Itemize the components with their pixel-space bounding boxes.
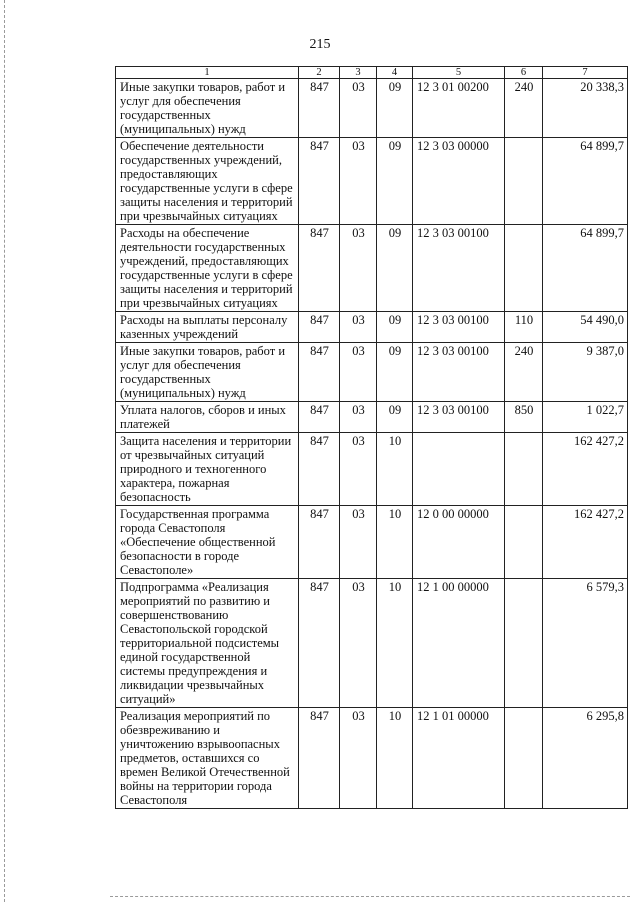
row-vr-cell: 850 bbox=[505, 402, 543, 433]
row-pr-cell: 10 bbox=[377, 433, 413, 506]
column-header: 2 bbox=[299, 67, 340, 79]
table-row bbox=[116, 138, 628, 225]
row-vr-cell bbox=[505, 708, 543, 809]
row-pr-cell: 10 bbox=[377, 708, 413, 809]
column-header: 1 bbox=[116, 67, 299, 79]
row-name-cell: Реализация мероприятий по обезвреживанию и уничтожению взрывоопасных предметов, оставшихся со времен Великой Отечественной войны на территории города Севастополя bbox=[116, 708, 299, 809]
row-name-cell: Расходы на выплаты персоналу казенных учреждений bbox=[116, 312, 299, 343]
row-ved-cell: 847 bbox=[299, 343, 340, 402]
row-sum-cell: 64 899,7 bbox=[543, 138, 628, 225]
row-vr-cell bbox=[505, 225, 543, 312]
row-csr-cell: 12 3 03 00100 bbox=[413, 312, 505, 343]
row-sum-cell: 6 295,8 bbox=[543, 708, 628, 809]
row-pr-cell: 09 bbox=[377, 343, 413, 402]
row-vr-cell bbox=[505, 138, 543, 225]
row-pr-cell: 09 bbox=[377, 138, 413, 225]
page-number: 215 bbox=[309, 37, 331, 52]
row-sum-cell: 162 427,2 bbox=[543, 433, 628, 506]
row-rz-cell: 03 bbox=[340, 402, 377, 433]
row-sum-cell: 6 579,3 bbox=[543, 579, 628, 708]
table-row bbox=[116, 579, 628, 708]
row-sum-cell: 54 490,0 bbox=[543, 312, 628, 343]
column-header: 5 bbox=[413, 67, 505, 79]
table-row bbox=[116, 225, 628, 312]
column-header: 7 bbox=[543, 67, 628, 79]
row-sum-cell: 162 427,2 bbox=[543, 506, 628, 579]
row-csr-cell: 12 3 03 00100 bbox=[413, 402, 505, 433]
budget-table bbox=[115, 66, 628, 809]
row-name-cell: Расходы на обеспечение деятельности государственных учреждений, предоставляющих государственные услуги в сфере защиты населения и территорий при чрезвычайных ситуациях bbox=[116, 225, 299, 312]
row-csr-cell: 12 1 01 00000 bbox=[413, 708, 505, 809]
row-pr-cell: 10 bbox=[377, 506, 413, 579]
column-header: 4 bbox=[377, 67, 413, 79]
row-rz-cell: 03 bbox=[340, 506, 377, 579]
table-row bbox=[116, 343, 628, 402]
row-name-cell: Защита населения и территории от чрезвычайных ситуаций природного и техногенного характера, пожарная безопасность bbox=[116, 433, 299, 506]
row-csr-cell: 12 3 03 00100 bbox=[413, 343, 505, 402]
row-csr-cell bbox=[413, 433, 505, 506]
row-ved-cell: 847 bbox=[299, 433, 340, 506]
table-row bbox=[116, 506, 628, 579]
row-pr-cell: 09 bbox=[377, 312, 413, 343]
row-vr-cell bbox=[505, 579, 543, 708]
row-ved-cell: 847 bbox=[299, 225, 340, 312]
row-ved-cell: 847 bbox=[299, 579, 340, 708]
row-name-cell: Иные закупки товаров, работ и услуг для обеспечения государственных (муниципальных) нужд bbox=[116, 343, 299, 402]
row-rz-cell: 03 bbox=[340, 138, 377, 225]
row-pr-cell: 10 bbox=[377, 579, 413, 708]
row-vr-cell bbox=[505, 506, 543, 579]
row-sum-cell: 20 338,3 bbox=[543, 79, 628, 138]
row-csr-cell: 12 3 03 00100 bbox=[413, 225, 505, 312]
table-header-row bbox=[116, 67, 628, 79]
row-pr-cell: 09 bbox=[377, 79, 413, 138]
row-ved-cell: 847 bbox=[299, 312, 340, 343]
row-rz-cell: 03 bbox=[340, 708, 377, 809]
table-row bbox=[116, 79, 628, 138]
row-csr-cell: 12 1 00 00000 bbox=[413, 579, 505, 708]
row-name-cell: Подпрограмма «Реализация мероприятий по развитию и совершенствованию Севастопольской городской территориальной подсистемы единой государственной системы предупреждения и ликвидации чрезвычайных ситуаций» bbox=[116, 579, 299, 708]
column-header: 3 bbox=[340, 67, 377, 79]
row-ved-cell: 847 bbox=[299, 402, 340, 433]
column-header: 6 bbox=[505, 67, 543, 79]
table-row bbox=[116, 433, 628, 506]
row-ved-cell: 847 bbox=[299, 79, 340, 138]
row-pr-cell: 09 bbox=[377, 225, 413, 312]
page-edge-left bbox=[4, 0, 5, 902]
row-vr-cell: 110 bbox=[505, 312, 543, 343]
row-ved-cell: 847 bbox=[299, 138, 340, 225]
table-body bbox=[116, 79, 628, 809]
row-rz-cell: 03 bbox=[340, 433, 377, 506]
row-csr-cell: 12 0 00 00000 bbox=[413, 506, 505, 579]
row-name-cell: Государственная программа города Севастополя «Обеспечение общественной безопасности в городе Севастополе» bbox=[116, 506, 299, 579]
row-vr-cell bbox=[505, 433, 543, 506]
row-sum-cell: 64 899,7 bbox=[543, 225, 628, 312]
table-row bbox=[116, 312, 628, 343]
row-name-cell: Иные закупки товаров, работ и услуг для обеспечения государственных (муниципальных) нужд bbox=[116, 79, 299, 138]
page-edge-bottom bbox=[110, 896, 630, 897]
row-pr-cell: 09 bbox=[377, 402, 413, 433]
row-csr-cell: 12 3 03 00000 bbox=[413, 138, 505, 225]
row-sum-cell: 1 022,7 bbox=[543, 402, 628, 433]
row-vr-cell: 240 bbox=[505, 343, 543, 402]
row-rz-cell: 03 bbox=[340, 343, 377, 402]
row-sum-cell: 9 387,0 bbox=[543, 343, 628, 402]
row-ved-cell: 847 bbox=[299, 506, 340, 579]
row-ved-cell: 847 bbox=[299, 708, 340, 809]
row-name-cell: Уплата налогов, сборов и иных платежей bbox=[116, 402, 299, 433]
row-rz-cell: 03 bbox=[340, 312, 377, 343]
row-name-cell: Обеспечение деятельности государственных учреждений, предоставляющих государственные услуги в сфере защиты населения и территорий при чрезвычайных ситуациях bbox=[116, 138, 299, 225]
table-row bbox=[116, 708, 628, 809]
row-csr-cell: 12 3 01 00200 bbox=[413, 79, 505, 138]
row-rz-cell: 03 bbox=[340, 579, 377, 708]
table-row bbox=[116, 402, 628, 433]
row-rz-cell: 03 bbox=[340, 225, 377, 312]
row-rz-cell: 03 bbox=[340, 79, 377, 138]
row-vr-cell: 240 bbox=[505, 79, 543, 138]
